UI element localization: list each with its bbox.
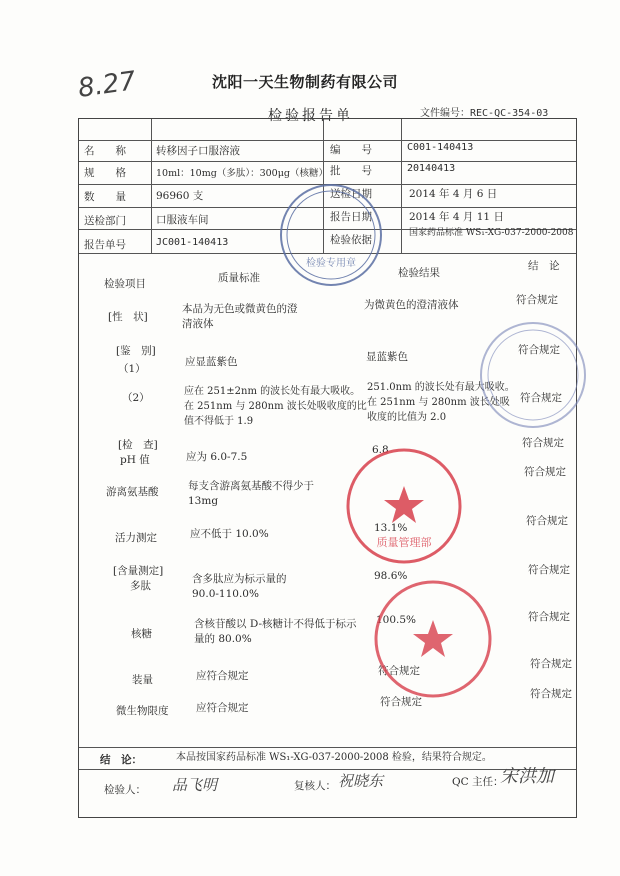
table-row-conclusion: 符合规定 [528, 564, 570, 576]
table-row-standard: 应显蓝紫色 [185, 356, 238, 368]
spec-value: 10ml：10mg（多肽）：300μg（核糖） [156, 168, 328, 179]
inspector-signature: 品飞明 [172, 776, 218, 794]
name-value: 转移因子口服溶液 [156, 145, 240, 157]
table-row-standard: 应不低于 10.0% [190, 528, 269, 540]
table-row-item: [检 查] [118, 439, 158, 451]
report-title: 检验报告单 [268, 108, 353, 124]
table-row-item: （1） [118, 363, 146, 375]
table-row-result: 6.8 [372, 444, 389, 456]
table-row-standard: 应符合规定 [196, 670, 249, 682]
table-row-result: 13.1% [374, 522, 408, 534]
code-value: C001-140413 [407, 142, 474, 153]
table-row-standard: 应在 251±2nm 的波长处有最大吸收。在 251nm 与 280nm 波长处吸收度的比值不得低于 1.9 [184, 386, 367, 427]
table-row-result: 符合规定 [378, 665, 420, 677]
column-header-result: 检验结果 [398, 267, 440, 279]
table-row-item: 微生物限度 [116, 705, 169, 717]
batch-value: 20140413 [407, 163, 456, 174]
report-number-label: 报告单号 [84, 239, 126, 251]
basis-value: 国家药品标准 WS₁-XG-037-2000-2008 [409, 228, 574, 238]
code-label: 编 号 [330, 144, 372, 156]
report-date-label: 报告日期 [330, 211, 372, 223]
inspector-label: 检验人： [104, 784, 146, 796]
table-row-conclusion: 符合规定 [516, 294, 558, 306]
quality-management-seal [344, 446, 464, 566]
table-row-conclusion: 符合规定 [520, 392, 562, 404]
column-header-conclusion: 结 论 [528, 260, 560, 272]
reviewer-label: 复核人： [294, 780, 336, 792]
table-row-conclusion: 符合规定 [530, 688, 572, 700]
table-row-standard: 本品为无色或微黄色的澄清液体 [182, 303, 298, 330]
table-row-standard: 含多肽应为标示量的 90.0-110.0% [192, 573, 287, 600]
inspection-seal [278, 182, 384, 288]
table-row-item: 游离氨基酸 [106, 486, 159, 498]
document-number: 文件编号：REC-QC-354-03 [420, 108, 549, 119]
table-row-conclusion: 符合规定 [528, 611, 570, 623]
department-value: 口服液车间 [156, 214, 209, 226]
report-date-value: 2014 年 4 月 11 日 [409, 211, 504, 223]
table-row-standard: 应符合规定 [196, 702, 249, 714]
name-label: 名 称 [84, 145, 126, 157]
column-header-standard: 质量标准 [218, 272, 260, 284]
table-row-item: [性 状] [108, 311, 148, 323]
table-row-result: 251.0nm 的波长处有最大吸收。在 251nm 与 280nm 波长处吸收度的比值为 2.0 [367, 382, 515, 423]
department-label: 送检部门 [84, 215, 126, 227]
table-row-result: 显蓝紫色 [366, 351, 408, 363]
blue-partial-seal [478, 320, 588, 430]
table-row-result: 为微黄色的澄清液体 [364, 299, 459, 311]
table-row-result: 98.6% [374, 570, 408, 582]
conclusion-text: 本品按国家药品标准 WS₁-XG-037-2000-2008 检验，结果符合规定。 [176, 752, 492, 763]
table-row-conclusion: 符合规定 [526, 515, 568, 527]
table-row-conclusion: 符合规定 [524, 466, 566, 478]
inspection-seal-label: 检验专用章 [306, 258, 356, 269]
quantity-label: 数 量 [84, 191, 126, 203]
table-row-item: 活力测定 [115, 532, 157, 544]
table-row-conclusion: 符合规定 [522, 437, 564, 449]
table-row-standard: 应为 6.0-7.5 [186, 451, 248, 463]
table-row-conclusion: 符合规定 [518, 344, 560, 356]
table-row-item: 装量 [132, 674, 153, 686]
column-header-item: 检验项目 [104, 278, 146, 290]
table-row-item: 核糖 [131, 628, 152, 640]
table-row-item: [含量测定] [113, 565, 164, 577]
send-date-value: 2014 年 4 月 6 日 [409, 188, 498, 200]
star-icon [413, 620, 453, 657]
table-row-standard: 含核苷酸以 D-核糖计不得低于标示量的 80.0% [194, 618, 357, 645]
spec-label: 规 格 [84, 167, 126, 179]
table-row-standard: 每支含游离氨基酸不得少于 13mg [188, 480, 314, 507]
table-row-item: （2） [122, 392, 150, 404]
qc-director-signature: 宋洪加 [500, 766, 554, 787]
quantity-value: 96960 支 [156, 190, 204, 202]
batch-label: 批 号 [330, 165, 372, 177]
qc-director-label: QC 主任： [452, 776, 504, 788]
table-row-item: pH 值 [120, 454, 150, 466]
table-row-result: 100.5% [376, 614, 417, 626]
basis-label: 检验依据 [330, 234, 372, 246]
conclusion-label: 结 论： [100, 754, 142, 766]
handwritten-page-mark: 8.27 [76, 66, 138, 104]
star-icon [384, 486, 424, 523]
report-number-value: JC001-140413 [156, 237, 229, 248]
reviewer-signature: 祝晓东 [338, 772, 384, 790]
red-company-seal [372, 578, 494, 700]
qa-seal-label: 质量管理部 [376, 536, 432, 549]
table-row-conclusion: 符合规定 [530, 658, 572, 670]
table-row-result: 符合规定 [380, 696, 422, 708]
company-name: 沈阳一天生物制药有限公司 [212, 73, 399, 91]
table-row-item: 多肽 [130, 580, 151, 592]
table-row-item: [鉴 别] [116, 345, 156, 357]
send-date-label: 送检日期 [330, 188, 372, 200]
